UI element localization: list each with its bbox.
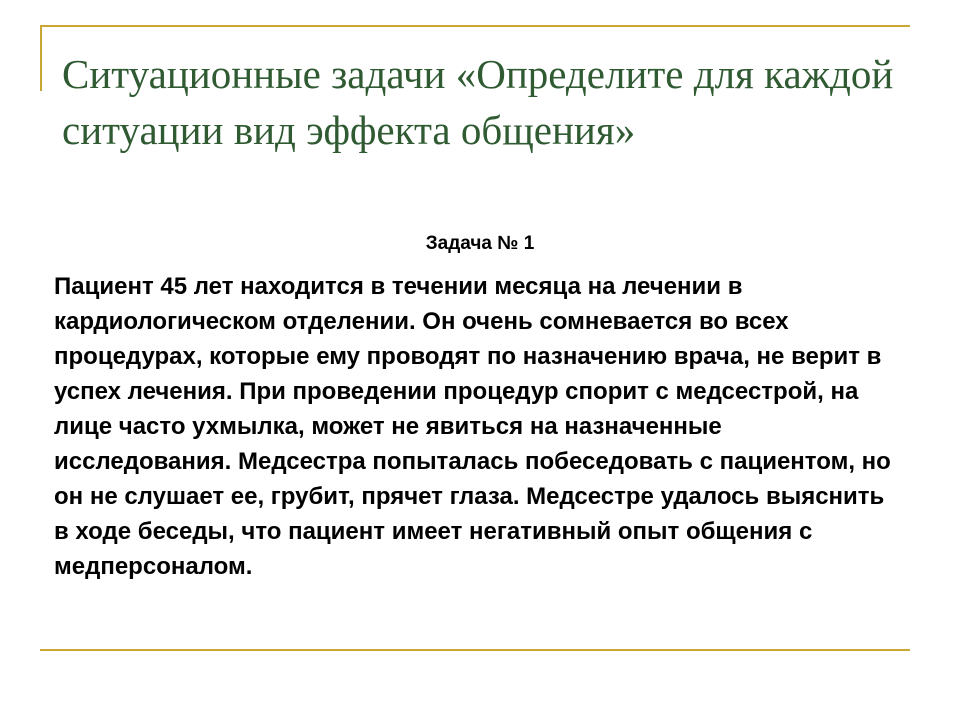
left-decorative-rule <box>40 25 42 91</box>
slide-title: Ситуационные задачи «Определите для каждой ситуации вид эффекта общения» <box>62 51 894 153</box>
task-number-heading: Задача № 1 <box>425 233 535 254</box>
task-description-text: Пациент 45 лет находится в течении месяца на лечении в кардиологическом отделении. Он очень сомневается во всех процедурах, которые ему проводят по назначению врача, не верит в успех лечения. При проведении процедур спорит с медсестрой, на лице часто ухмылка, может не явиться на назначенные исследования. Медсестра попыталась побеседовать с пациентом, но он не слушает ее, грубит, прячет глаза. Медсестре удалось выяснить в ходе беседы, что пациент имеет негативный опыт общения с медперсоналом. <box>54 273 891 580</box>
top-decorative-rule <box>40 25 910 27</box>
bottom-decorative-rule <box>40 649 910 651</box>
